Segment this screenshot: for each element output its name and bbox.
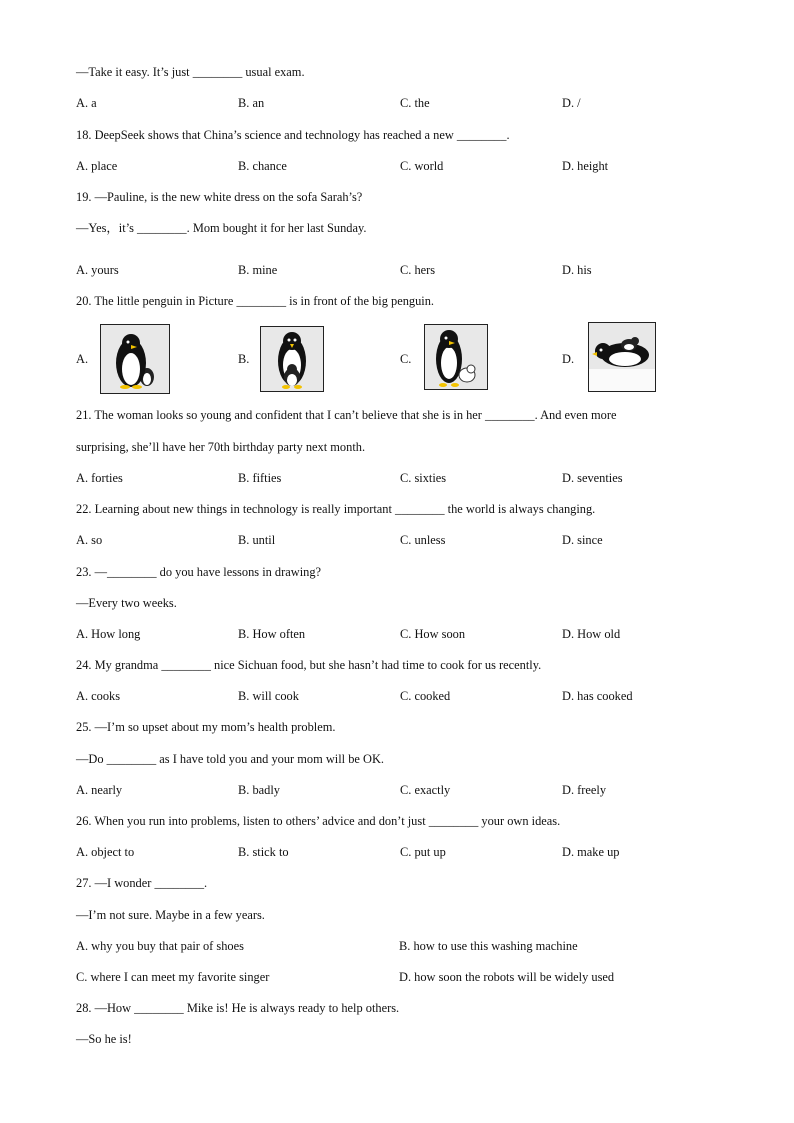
option-c[interactable]: C. where I can meet my favorite singer [76,970,270,984]
question-21: 21. The woman looks so young and confident that I can’t believe that she is in her ________. And even more [76,408,617,422]
option-c[interactable]: C. hers [400,263,436,277]
question-26-options [76,844,716,860]
question-24-options [76,688,716,704]
option-b[interactable]: B. mine [238,263,278,277]
question-18-options [76,158,716,174]
picture-option-c[interactable] [400,322,500,396]
option-a[interactable]: A. cooks [76,689,121,703]
question-23: 23. —________ do you have lessons in drawing? [76,565,322,579]
option-b[interactable]: B. until [238,533,276,547]
option-d[interactable]: D. How old [562,627,621,641]
option-b[interactable]: B. how to use this washing machine [399,939,578,953]
option-c[interactable]: C. world [400,159,444,173]
penguin-pair-side-icon [425,325,487,389]
penguin-pair-behind-icon [101,325,169,393]
option-c: C. [400,352,412,366]
question-27-reply: —I’m not sure. Maybe in a few years. [76,908,265,922]
option-d[interactable]: D. / [562,96,581,110]
question-21-continued: surprising, she’ll have her 70th birthday party next month. [76,440,366,454]
option-c[interactable]: C. cooked [400,689,451,703]
option-a: A. [76,352,89,366]
option-b[interactable]: B. badly [238,783,280,797]
option-c[interactable]: C. exactly [400,783,451,797]
question-26: 26. When you run into problems, listen to others’ advice and don’t just ________ your own ideas. [76,814,561,828]
option-b: B. [238,352,250,366]
option-d[interactable]: D. has cooked [562,689,633,703]
penguin-picture-d [588,322,656,392]
question-27: 27. —I wonder ________. [76,876,208,890]
option-c[interactable]: C. the [400,96,430,110]
question-24: 24. My grandma ________ nice Sichuan food, but she hasn’t had time to cook for us recently. [76,658,542,672]
question-18: 18. DeepSeek shows that China’s science and technology has reached a new ________. [76,128,510,142]
question-17-dialog: —Take it easy. It’s just ________ usual exam. [76,65,305,79]
question-22: 22. Learning about new things in technology is really important ________ the world is always changing. [76,502,596,516]
option-d[interactable]: D. how soon the robots will be widely used [399,970,615,984]
option-d[interactable]: D. his [562,263,592,277]
option-a[interactable]: A. yours [76,263,119,277]
question-23-reply: —Every two weeks. [76,596,177,610]
option-a[interactable]: A. object to [76,845,135,859]
option-c[interactable]: C. sixties [400,471,447,485]
penguin-picture-b [260,326,324,392]
option-a[interactable]: A. place [76,159,118,173]
question-23-options [76,626,716,642]
picture-option-d[interactable] [562,322,662,396]
option-d[interactable]: D. make up [562,845,620,859]
picture-option-a[interactable] [76,322,176,396]
option-a[interactable]: A. why you buy that pair of shoes [76,939,244,953]
question-25-reply: —Do ________ as I have told you and your mom will be OK. [76,752,385,766]
option-d[interactable]: D. seventies [562,471,623,485]
penguin-pair-lying-icon [589,323,655,391]
option-a[interactable]: A. nearly [76,783,123,797]
option-a[interactable]: A. a [76,96,97,110]
option-a[interactable]: A. forties [76,471,123,485]
question-28: 28. —How ________ Mike is! He is always ready to help others. [76,1001,400,1015]
question-27-options-row1 [76,938,716,954]
penguin-picture-c [424,324,488,390]
question-27-options-row2 [76,969,716,985]
option-c[interactable]: C. put up [400,845,446,859]
question-25-options [76,782,716,798]
option-d[interactable]: D. freely [562,783,607,797]
question-28-reply: —So he is! [76,1032,132,1046]
option-a[interactable]: A. so [76,533,103,547]
question-19-reply: —Yes，it’s ________. Mom bought it for her last Sunday. [76,221,367,235]
option-d[interactable]: D. since [562,533,603,547]
option-c[interactable]: C. How soon [400,627,466,641]
option-b[interactable]: B. stick to [238,845,289,859]
option-c[interactable]: C. unless [400,533,446,547]
option-b[interactable]: B. fifties [238,471,282,485]
option-b[interactable]: B. an [238,96,265,110]
picture-option-b[interactable] [238,322,338,396]
question-21-options [76,470,716,486]
question-17-options [76,95,716,111]
question-20-picture-options [76,322,716,396]
option-d: D. [562,352,575,366]
penguin-picture-a [100,324,170,394]
option-b[interactable]: B. How often [238,627,306,641]
option-b[interactable]: B. chance [238,159,287,173]
question-20: 20. The little penguin in Picture ________ is in front of the big penguin. [76,294,435,308]
question-19-options [76,262,716,278]
question-22-options [76,532,716,548]
option-a[interactable]: A. How long [76,627,141,641]
option-d[interactable]: D. height [562,159,609,173]
question-19: 19. —Pauline, is the new white dress on the sofa Sarah’s? [76,190,363,204]
question-25: 25. —I’m so upset about my mom’s health problem. [76,720,336,734]
option-b[interactable]: B. will cook [238,689,299,703]
penguin-pair-front-icon [261,327,323,391]
